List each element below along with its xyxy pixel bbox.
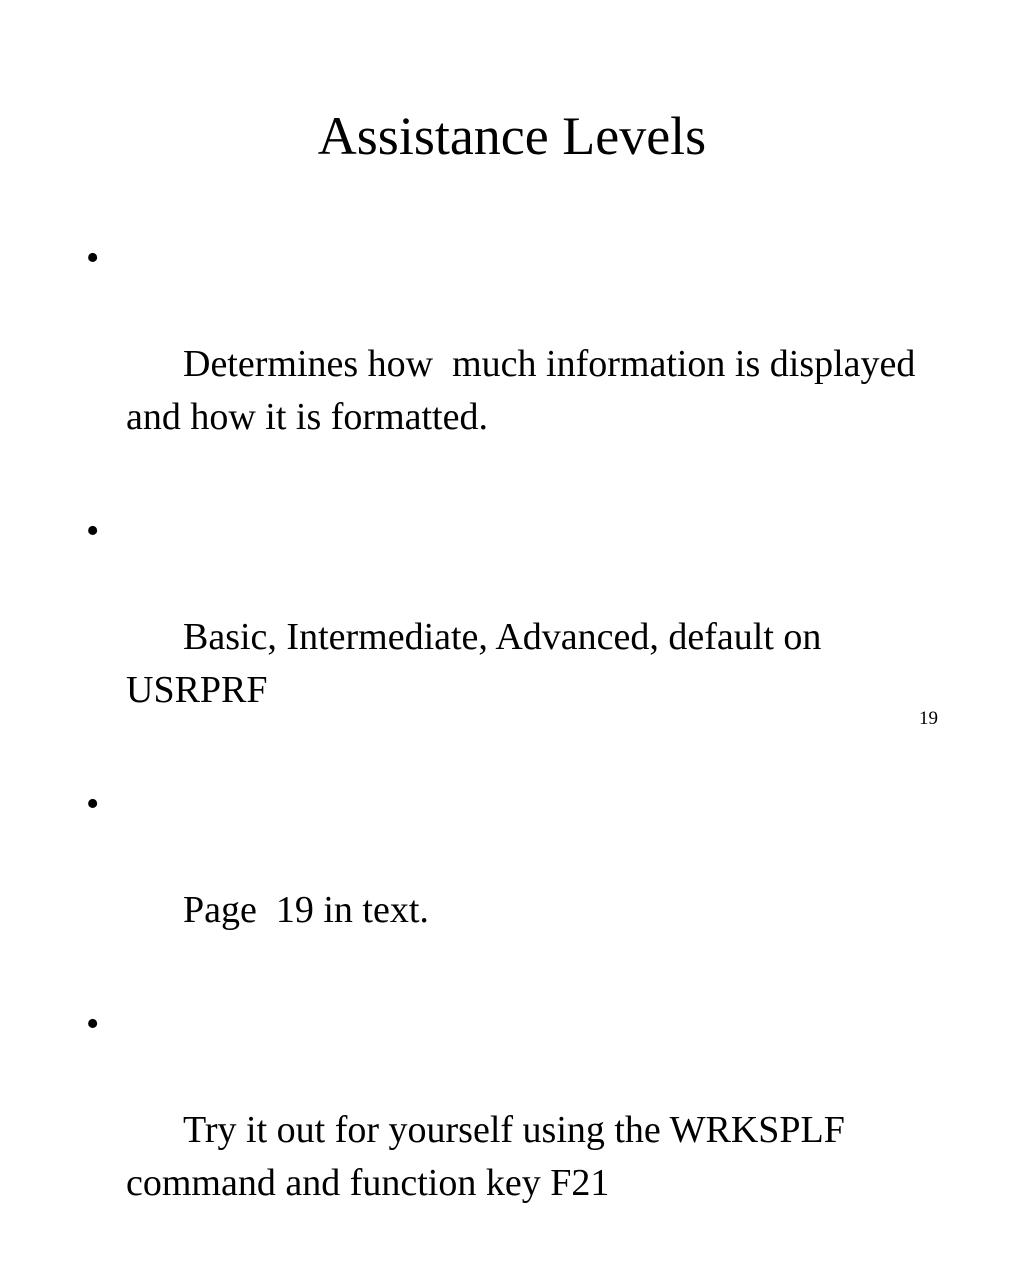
bullet-item [86, 505, 946, 770]
bullet-text: Page 19 in text. [183, 889, 429, 931]
bullet-list [86, 232, 946, 1271]
bullet-icon: • [86, 237, 100, 279]
slide-title: Assistance Levels [317, 106, 707, 166]
bullet-item [86, 778, 946, 990]
bullet-item [86, 998, 946, 1263]
bullet-icon: • [86, 1003, 100, 1045]
slide-number: 19 [919, 708, 938, 729]
bullet-text: Determines how much information is displayed and how it is formatted. [126, 343, 925, 438]
bullet-text: Basic, Intermediate, Advanced, default on USRPRF [126, 616, 831, 711]
bullet-item [86, 232, 946, 497]
bullet-icon: • [86, 510, 100, 552]
bullet-icon: • [86, 783, 100, 825]
bullet-text: Try it out for yourself using the WRKSPLF command and function key F21 [126, 1109, 855, 1204]
